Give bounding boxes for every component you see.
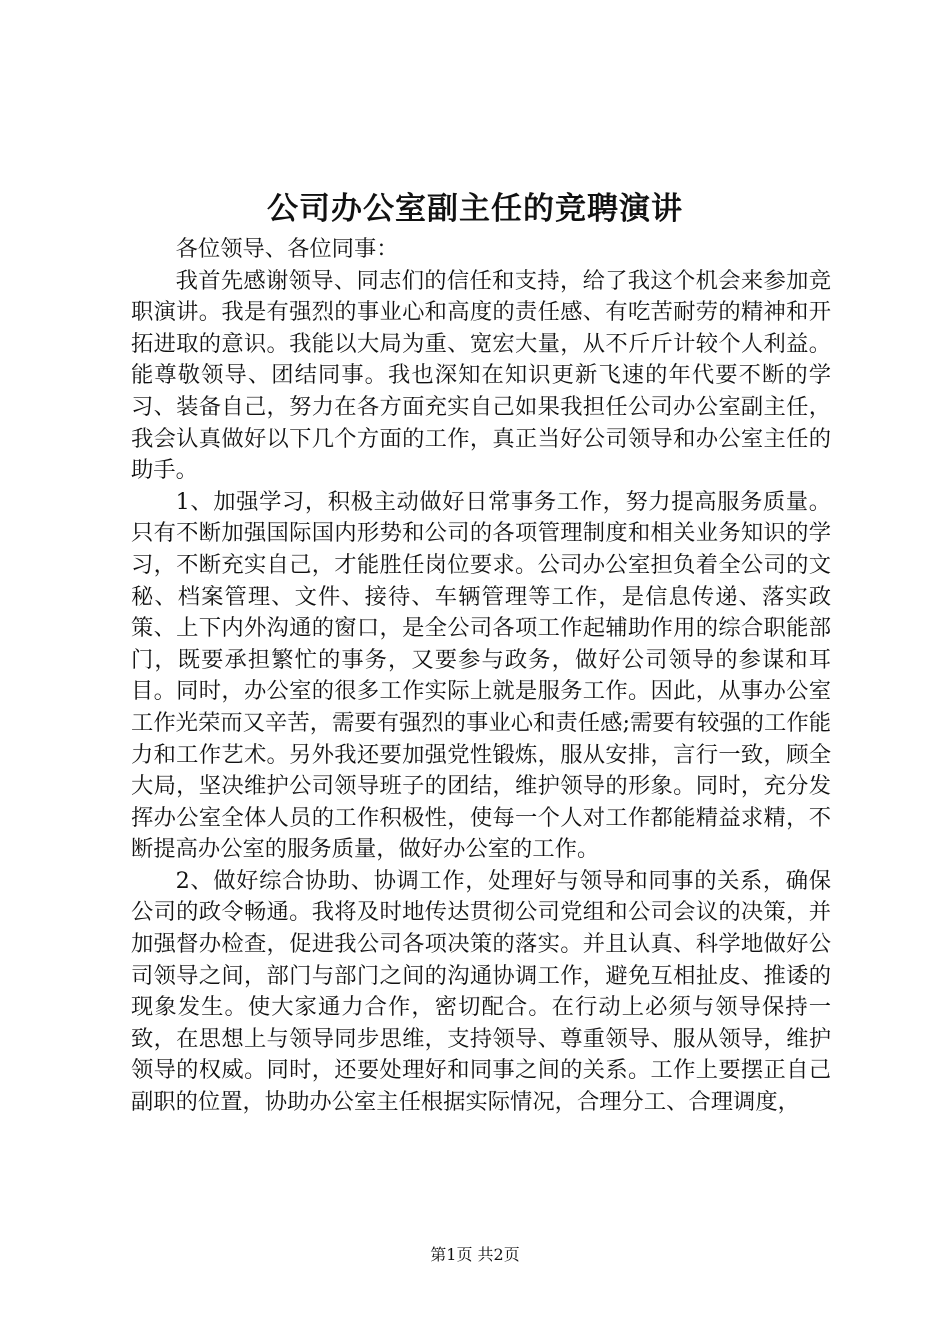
page-number-footer: 第1页 共2页 <box>430 1245 520 1264</box>
salutation-paragraph: 各位领导、各位同事： <box>175 236 399 262</box>
document-title: 公司办公室副主任的竞聘演讲 <box>267 191 683 227</box>
intro-paragraph: 我首先感谢领导、同志们的信任和支持，给了我这个机会来参加竞职演讲。我是有强烈的事业心和高度的责任感、有吃苦耐劳的精神和开拓进取的意识。我能以大局为重、宽宏大量，从不斤斤计较个人利益。能尊敬领导、团结同事。我也深知在知识更新飞速的年代要不断的学习、装备自己，努力在各方面充实自己如果我担任公司办公室副主任，我会认真做好以下几个方面的工作，真正当好公司领导和办公室主任的助手。 <box>131 267 831 484</box>
point-two-paragraph: 2、做好综合协助、协调工作，处理好与领导和同事的关系，确保公司的政令畅通。我将及时地传达贯彻公司党组和公司会议的决策，并加强督办检查，促进我公司各项决策的落实。并且认真、科学地做好公司领导之间，部门与部门之间的沟通协调工作，避免互相扯皮、推诿的现象发生。使大家通力合作，密切配合。在行动上必须与领导保持一致，在思想上与领导同步思维，支持领导、尊重领导、服从领导，维护领导的权威。同时，还要处理好和同事之间的关系。工作上要摆正自己副职的位置，协助办公室主任根据实际情况，合理分工、合理调度， <box>131 867 831 1116</box>
document-body <box>131 234 831 1119</box>
point-one-paragraph: 1、加强学习，积极主动做好日常事务工作，努力提高服务质量。只有不断加强国际国内形势和公司的各项管理制度和相关业务知识的学习，不断充实自己，才能胜任岗位要求。公司办公室担负着全公司的文秘、档案管理、文件、接待、车辆管理等工作，是信息传递、落实政策、上下内外沟通的窗口，是全公司各项工作起辅助作用的综合职能部门，既要承担繁忙的事务，又要参与政务，做好公司领导的参谋和耳目。同时，办公室的很多工作实际上就是服务工作。因此，从事办公室工作光荣而又辛苦，需要有强烈的事业心和责任感;需要有较强的工作能力和工作艺术。另外我还要加强党性锻炼，服从安排，言行一致，顾全大局，坚决维护公司领导班子的团结，维护领导的形象。同时，充分发挥办公室全体人员的工作积极性，使每一个人对工作都能精益求精，不断提高办公室的服务质量，做好办公室的工作。 <box>131 488 831 863</box>
